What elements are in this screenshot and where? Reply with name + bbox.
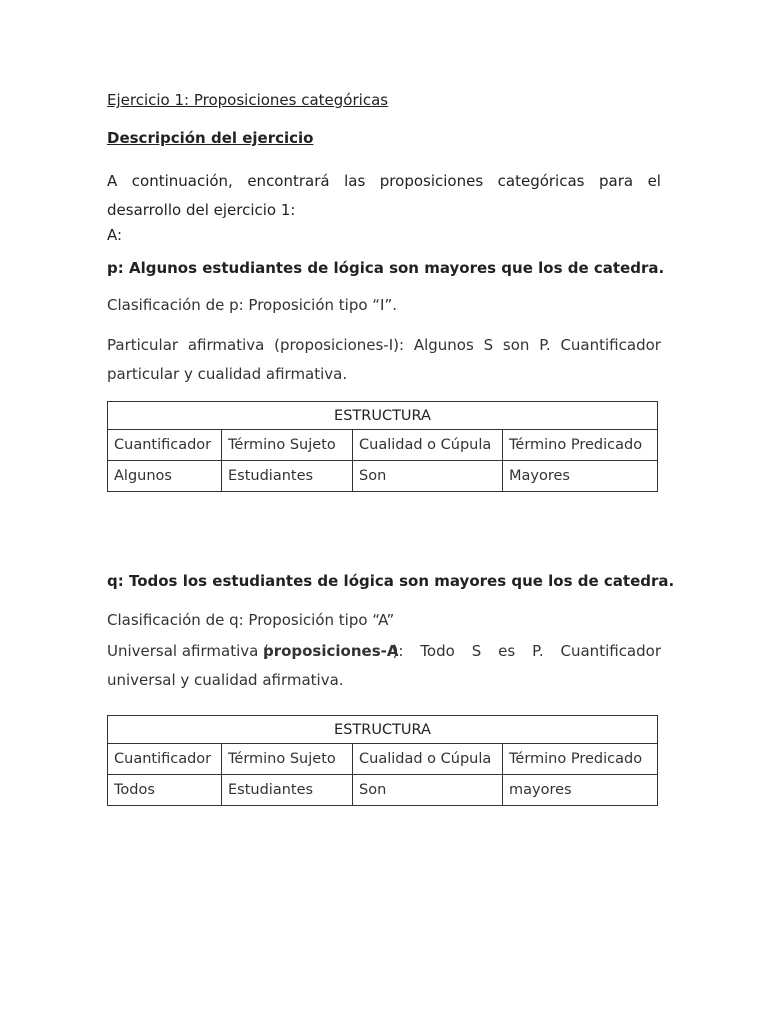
desc-word: (proposiciones-I): <box>274 336 405 354</box>
exercise-title: Ejercicio 1: Proposiciones categóricas <box>107 91 389 109</box>
intro-word: categóricas <box>497 172 585 190</box>
table-header: ESTRUCTURA <box>108 716 658 744</box>
desc-q-post: ): Todo S es P. Cuantificador <box>392 642 661 660</box>
intro-line-2: desarrollo del ejercicio 1: <box>107 201 296 219</box>
intro-paragraph <box>107 167 661 225</box>
description-p <box>107 331 661 389</box>
desc-q-pre: Universal afirmativa ( <box>107 642 269 660</box>
description-q <box>107 637 661 695</box>
column-header-predicate: Término Predicado <box>503 430 658 461</box>
description-q-line-2: universal y cualidad afirmativa. <box>107 671 344 689</box>
column-header-predicate: Término Predicado <box>503 744 658 775</box>
desc-q-bold: proposiciones-A <box>262 642 399 660</box>
column-header-subject: Término Sujeto <box>222 430 353 461</box>
intro-word: las <box>344 172 366 190</box>
desc-word: Algunos <box>413 336 474 354</box>
cell-quantifier: Algunos <box>108 461 222 492</box>
intro-word: proposiciones <box>379 172 484 190</box>
structure-table-p <box>107 401 658 492</box>
intro-word: A <box>107 172 118 190</box>
column-header-copula: Cualidad o Cúpula <box>353 744 503 775</box>
classification-q: Clasificación de q: Proposición tipo “A” <box>107 611 395 629</box>
intro-word: el <box>647 172 661 190</box>
description-q-line-1 <box>107 637 661 666</box>
intro-word: encontrará <box>247 172 330 190</box>
desc-word: P. <box>539 336 551 354</box>
desc-word: S <box>483 336 494 354</box>
proposition-p: p: Algunos estudiantes de lógica son mayores que los de catedra. <box>107 259 665 277</box>
intro-line-1 <box>107 167 661 196</box>
cell-predicate: mayores <box>503 775 658 806</box>
classification-p: Clasificación de p: Proposición tipo “I”. <box>107 296 398 314</box>
exercise-description-heading: Descripción del ejercicio <box>107 129 314 147</box>
cell-predicate: Mayores <box>503 461 658 492</box>
column-header-copula: Cualidad o Cúpula <box>353 430 503 461</box>
intro-word: para <box>598 172 634 190</box>
cell-subject: Estudiantes <box>222 775 353 806</box>
cell-copula: Son <box>353 461 503 492</box>
desc-word: Particular <box>107 336 179 354</box>
table-header: ESTRUCTURA <box>108 402 658 430</box>
column-header-subject: Término Sujeto <box>222 744 353 775</box>
column-header-quantifier: Cuantificador <box>108 744 222 775</box>
description-p-line-1 <box>107 331 661 360</box>
cell-copula: Son <box>353 775 503 806</box>
intro-word: continuación, <box>131 172 233 190</box>
structure-table-q <box>107 715 658 806</box>
section-label-a: A: <box>107 226 123 244</box>
description-p-line-2: particular y cualidad afirmativa. <box>107 365 348 383</box>
desc-word: afirmativa <box>187 336 265 354</box>
desc-word: son <box>502 336 530 354</box>
cell-subject: Estudiantes <box>222 461 353 492</box>
desc-word: Cuantificador <box>560 336 661 354</box>
proposition-q: q: Todos los estudiantes de lógica son mayores que los de catedra. <box>107 572 675 590</box>
column-header-quantifier: Cuantificador <box>108 430 222 461</box>
cell-quantifier: Todos <box>108 775 222 806</box>
